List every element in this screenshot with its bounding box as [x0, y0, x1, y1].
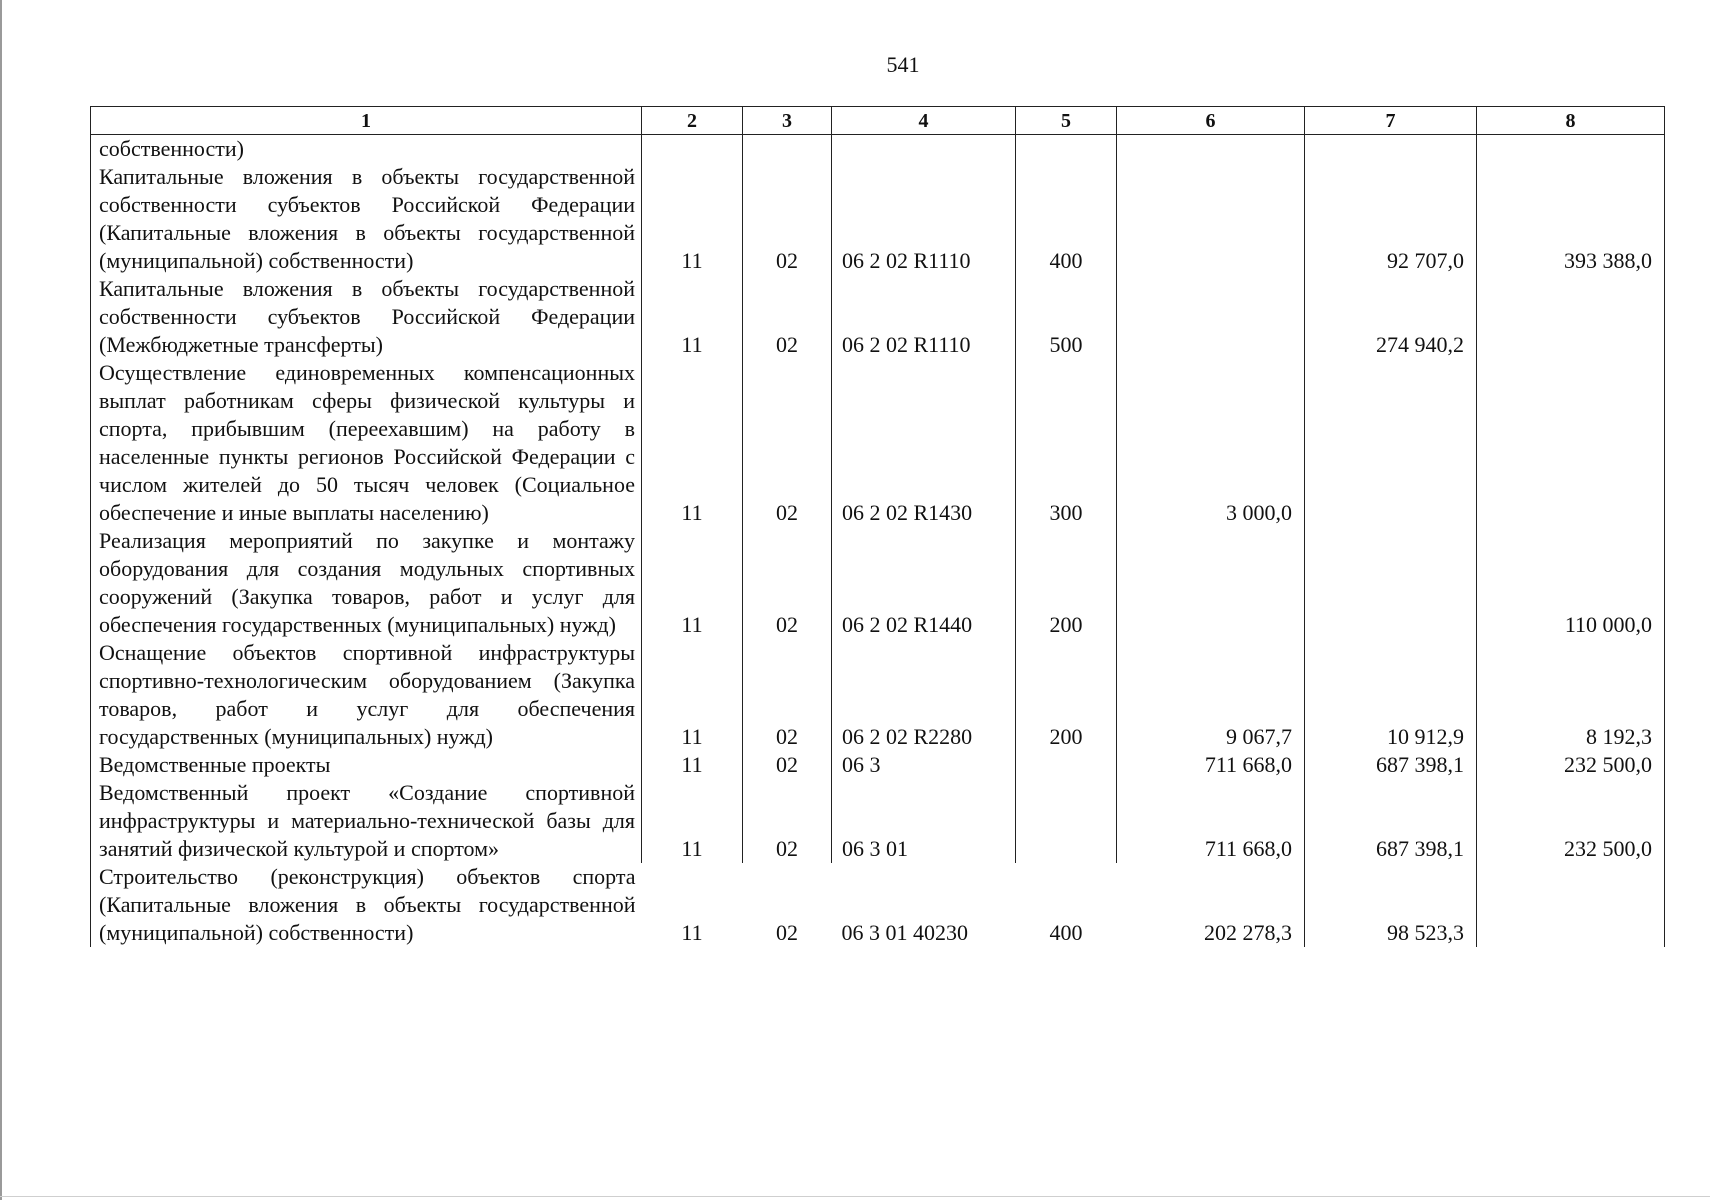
header-row — [91, 107, 1665, 135]
cell-target-code: 06 2 02 R1110 — [832, 275, 1016, 359]
cell-expense-type — [1016, 751, 1117, 779]
cell-target-code — [832, 135, 1016, 164]
cell-section: 11 — [642, 527, 743, 639]
row-description: Осуществление единовременных компенсационных выплат работникам сферы физической культуры и спорта, прибывшим (переехавшим) на работу в населенные пункты регионов Российской Федерации с числом жителей до 50 тысяч человек (Социальное обеспечение и иные выплаты населению) — [91, 359, 642, 527]
cell-amount-7 — [1305, 359, 1477, 527]
cell-expense-type: 500 — [1016, 275, 1117, 359]
cell-subsection: 02 — [743, 359, 832, 527]
table-row — [91, 135, 1665, 164]
table-row — [91, 863, 1665, 947]
cell-amount-8: 110 000,0 — [1477, 527, 1665, 639]
cell-section: 11 — [642, 163, 743, 275]
cell-section: 11 — [642, 639, 743, 751]
cell-amount-7: 10 912,9 — [1305, 639, 1477, 751]
cell-expense-type — [1016, 135, 1117, 164]
row-description: Строительство (реконструкция) объектов спорта (Капитальные вложения в объекты государственной (муниципальной) собственности) — [91, 863, 642, 947]
cell-amount-6: 711 668,0 — [1117, 751, 1305, 779]
cell-target-code: 06 2 02 R1440 — [832, 527, 1016, 639]
col-header-4: 4 — [832, 107, 1016, 135]
cell-amount-6: 3 000,0 — [1117, 359, 1305, 527]
col-header-7: 7 — [1305, 107, 1477, 135]
row-description: Ведомственный проект «Создание спортивной инфраструктуры и материально-технической базы для занятий физической культурой и спортом» — [91, 779, 642, 863]
col-header-3: 3 — [743, 107, 832, 135]
cell-section — [642, 135, 743, 164]
table-row — [91, 779, 1665, 863]
col-header-8: 8 — [1477, 107, 1665, 135]
cell-amount-8: 232 500,0 — [1477, 779, 1665, 863]
cell-amount-8: 8 192,3 — [1477, 639, 1665, 751]
cell-expense-type — [1016, 779, 1117, 863]
cell-subsection: 02 — [743, 751, 832, 779]
cell-amount-7: 98 523,3 — [1305, 863, 1477, 947]
cell-amount-6 — [1117, 527, 1305, 639]
cell-amount-7 — [1305, 135, 1477, 164]
cell-subsection: 02 — [743, 779, 832, 863]
cell-amount-6: 711 668,0 — [1117, 779, 1305, 863]
table-row — [91, 275, 1665, 359]
cell-subsection: 02 — [776, 920, 798, 945]
cell-amount-8 — [1477, 359, 1665, 527]
cell-target-code: 06 3 01 — [832, 779, 1016, 863]
cell-section: 11 — [642, 779, 743, 863]
budget-table — [90, 106, 1665, 947]
cell-subsection: 02 — [743, 163, 832, 275]
cell-amount-6 — [1117, 135, 1305, 164]
cell-expense-type: 200 — [1016, 527, 1117, 639]
cell-expense-type: 400 — [1049, 920, 1083, 945]
table-row — [91, 163, 1665, 275]
cell-subsection — [743, 135, 832, 164]
row-description: Реализация мероприятий по закупке и монтажу оборудования для создания модульных спортивных сооружений (Закупка товаров, работ и услуг для обеспечения государственных (муниципальных) нужд) — [91, 527, 642, 639]
cell-amount-8: 393 388,0 — [1477, 163, 1665, 275]
table-row — [91, 359, 1665, 527]
cell-target-code: 06 3 — [832, 751, 1016, 779]
row-description: Оснащение объектов спортивной инфраструктуры спортивно-технологическим оборудованием (Закупка товаров, работ и услуг для обеспечения государственных (муниципальных) нужд) — [91, 639, 642, 751]
cell-amount-8 — [1477, 135, 1665, 164]
cell-expense-type: 300 — [1016, 359, 1117, 527]
row-description: собственности) — [91, 135, 642, 164]
cell-amount-7: 687 398,1 — [1305, 751, 1477, 779]
cell-subsection: 02 — [743, 527, 832, 639]
cell-amount-7 — [1305, 527, 1477, 639]
cell-subsection: 02 — [743, 275, 832, 359]
table-row — [91, 527, 1665, 639]
row-description: Капитальные вложения в объекты государственной собственности субъектов Российской Федерации (Капитальные вложения в объекты государственной (муниципальной) собственности) — [91, 163, 642, 275]
page-number: 541 — [886, 52, 920, 77]
table-row — [91, 751, 1665, 779]
cell-amount-6: 202 278,3 — [1117, 863, 1305, 947]
scan-edge-bottom — [0, 1196, 1710, 1197]
cell-section: 11 — [642, 275, 743, 359]
cell-target-code: 06 2 02 R2280 — [832, 639, 1016, 751]
col-header-5: 5 — [1016, 107, 1117, 135]
cell-amount-6 — [1117, 275, 1305, 359]
cell-amount-8 — [1477, 275, 1665, 359]
cell-amount-7: 92 707,0 — [1305, 163, 1477, 275]
cell-amount-6 — [1117, 163, 1305, 275]
cell-amount-8: 232 500,0 — [1477, 751, 1665, 779]
table-row — [91, 639, 1665, 751]
cell-section: 11 — [642, 751, 743, 779]
cell-section: 11 — [681, 920, 703, 945]
cell-expense-type: 400 — [1016, 163, 1117, 275]
cell-amount-8 — [1477, 863, 1665, 947]
col-header-2: 2 — [642, 107, 743, 135]
cell-target-code: 06 2 02 R1430 — [832, 359, 1016, 527]
cell-target-code: 06 2 02 R1110 — [832, 163, 1016, 275]
row-description: Капитальные вложения в объекты государственной собственности субъектов Российской Федерации (Межбюджетные трансферты) — [91, 275, 642, 359]
cell-target-code: 06 3 01 40230 — [841, 920, 968, 945]
cell-amount-6: 9 067,7 — [1117, 639, 1305, 751]
cell-amount-7: 274 940,2 — [1305, 275, 1477, 359]
cell-amount-7: 687 398,1 — [1305, 779, 1477, 863]
row-description: Ведомственные проекты — [91, 751, 642, 779]
col-header-6: 6 — [1117, 107, 1305, 135]
scan-edge-left — [0, 0, 2, 1200]
cell-section: 11 — [642, 359, 743, 527]
cell-subsection: 02 — [743, 639, 832, 751]
col-header-1: 1 — [91, 107, 642, 135]
cell-expense-type: 200 — [1016, 639, 1117, 751]
